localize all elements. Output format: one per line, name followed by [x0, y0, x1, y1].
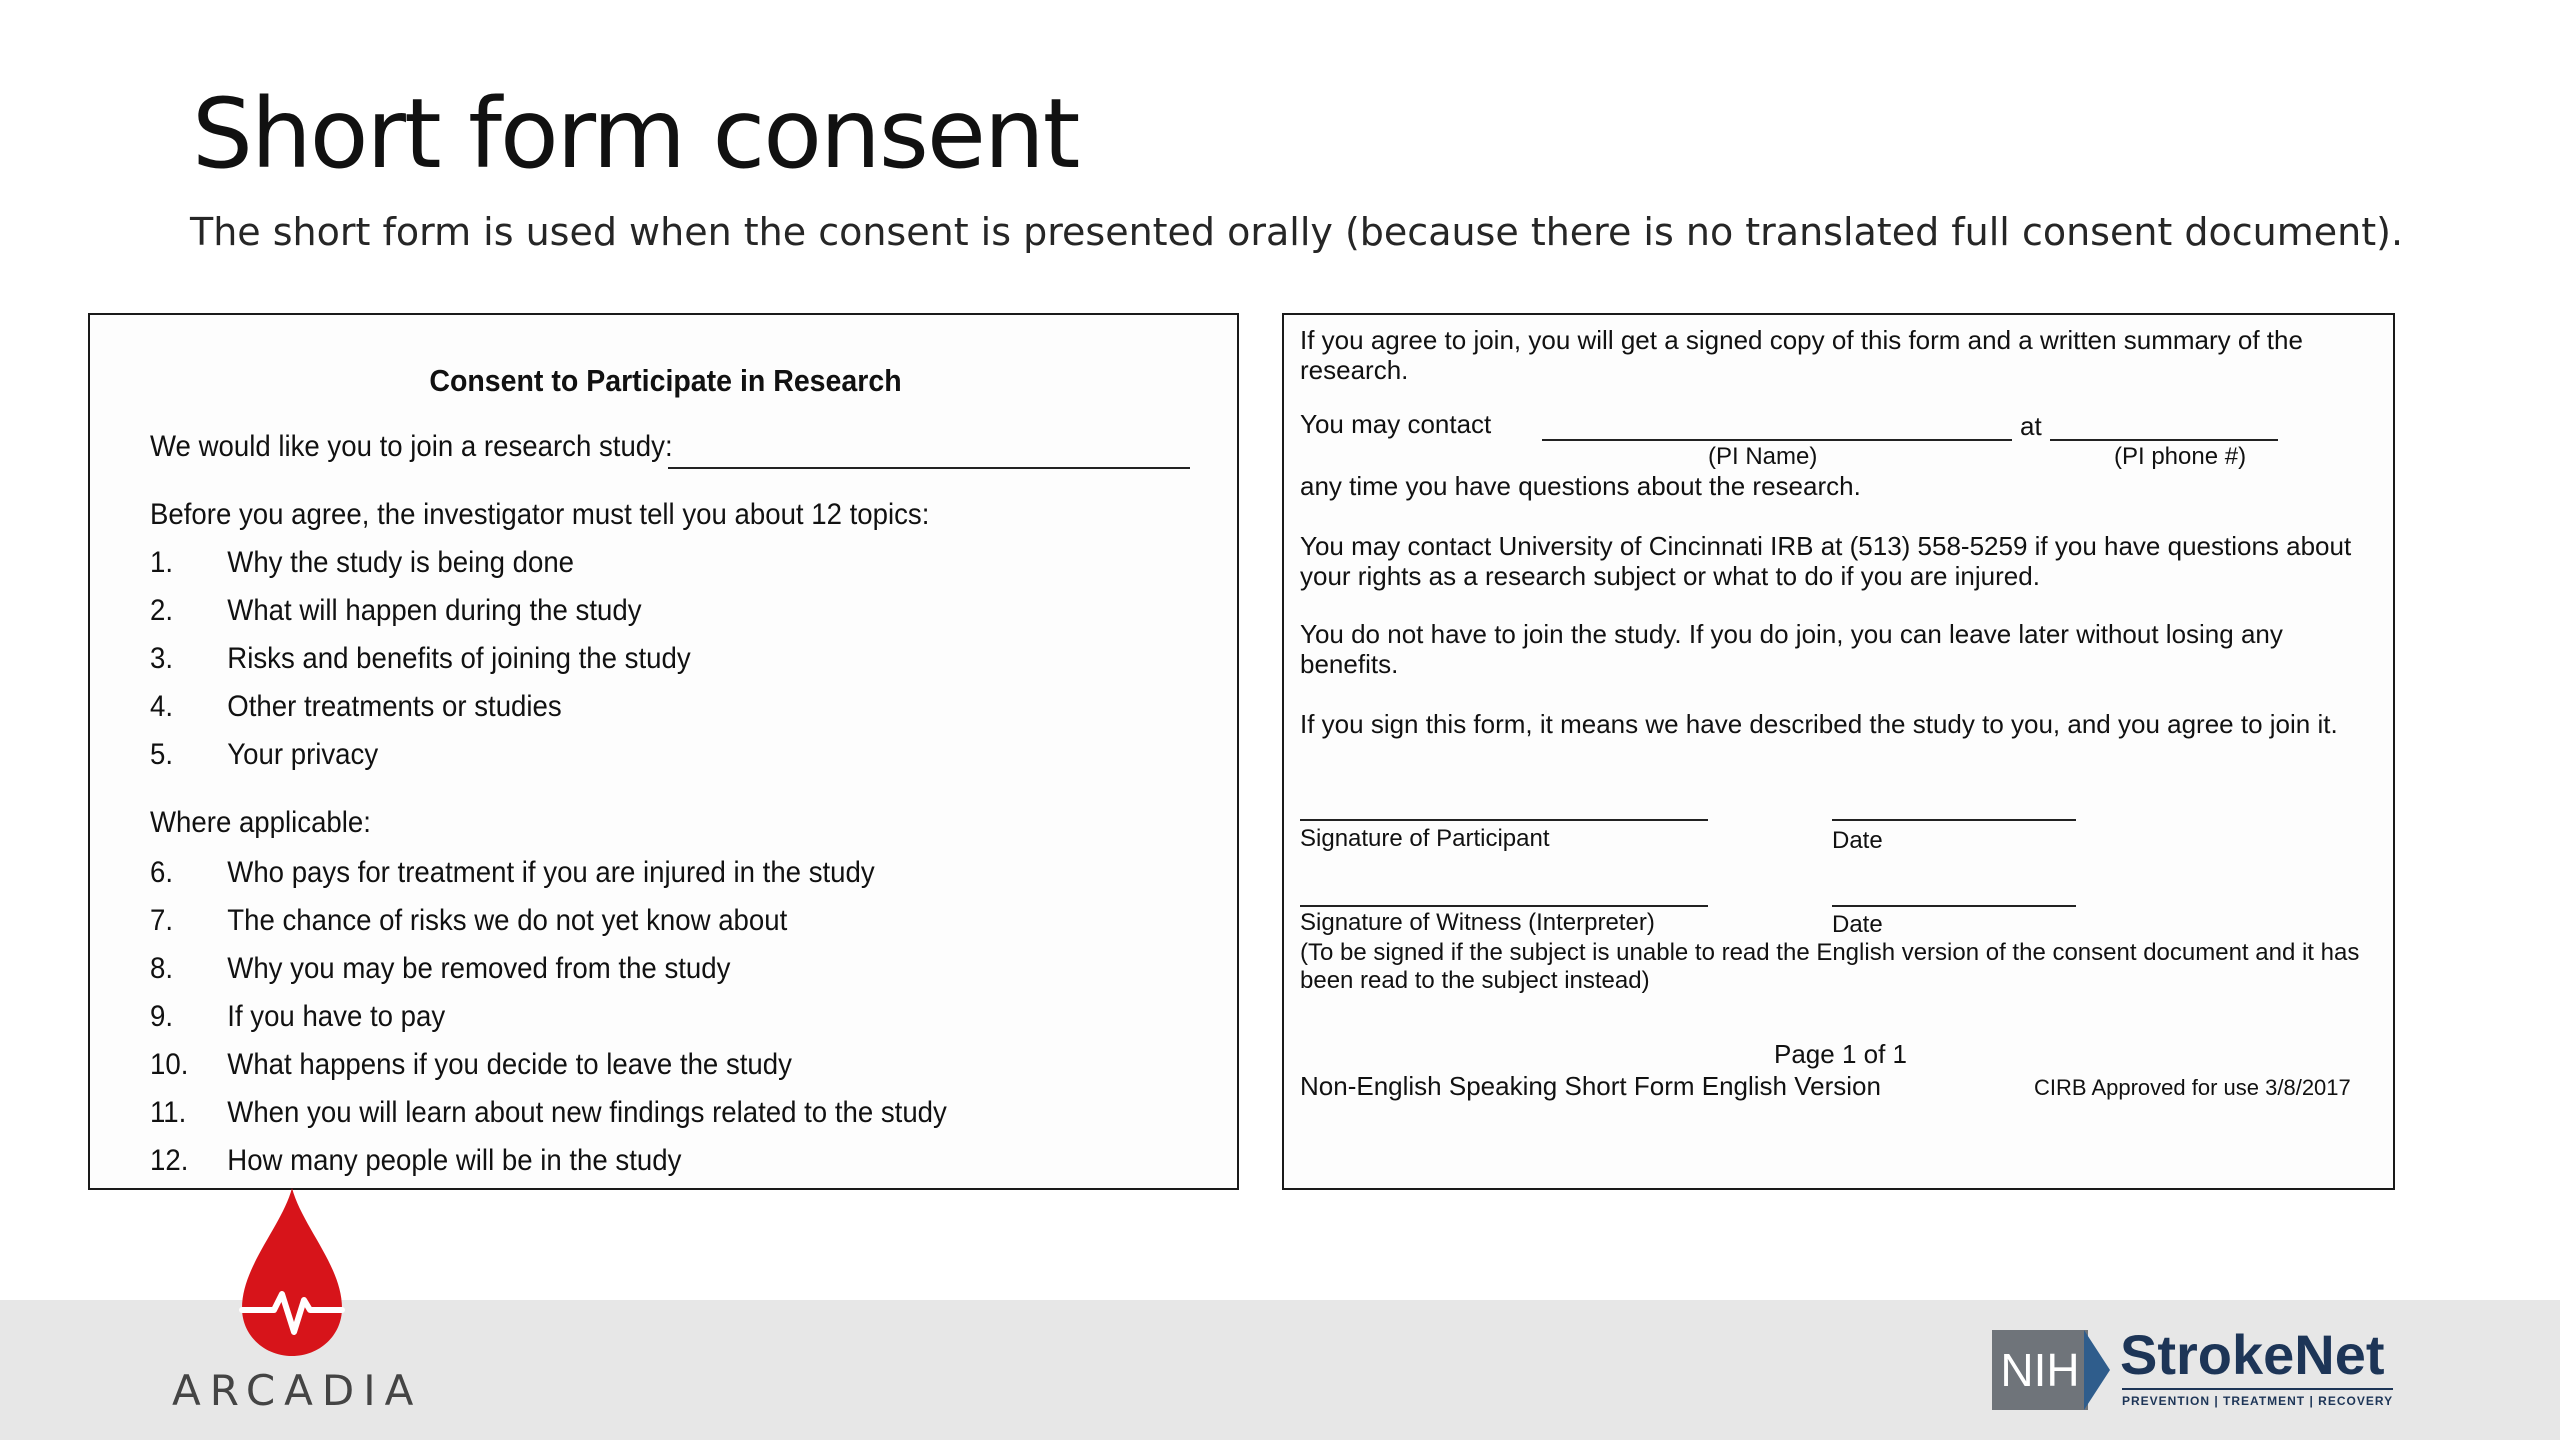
nih-logo-box: NIH [1992, 1330, 2088, 1410]
slide-title: Short form consent [192, 78, 1079, 190]
witness-signature-line [1300, 905, 1708, 907]
list-item-text: Who pays for treatment if you are injured in the study [227, 856, 875, 889]
arcadia-logo-text: ARCADIA [172, 1366, 423, 1415]
list-item [150, 642, 691, 676]
contact-at: at [2020, 411, 2042, 441]
list-item-number: 10. [150, 1048, 189, 1081]
list-item [150, 904, 787, 938]
study-invite-text: We would like you to join a research study: [150, 430, 673, 463]
pi-name-blank [1542, 439, 2012, 441]
topics-intro-text: Before you agree, the investigator must tell you about 12 topics: [150, 498, 930, 531]
witness-date-label: Date [1832, 911, 1883, 938]
list-item-number: 6. [150, 856, 174, 889]
list-item-number: 1. [150, 546, 174, 579]
list-item-text: Your privacy [227, 738, 379, 771]
strokenet-logo-text: StrokeNet [2120, 1323, 2385, 1386]
list-item [150, 1144, 681, 1178]
chevron-right-icon [2084, 1330, 2110, 1410]
list-item-text: How many people will be in the study [227, 1144, 682, 1177]
contact-prefix: You may contact [1300, 409, 1492, 439]
slide-subtitle: The short form is used when the consent is presented orally (because there is no translated full consent document). [190, 210, 2404, 254]
list-item-text: If you have to pay [227, 1000, 446, 1033]
list-item [150, 594, 642, 628]
list-item [150, 1000, 445, 1034]
list-item-number: 12. [150, 1144, 189, 1177]
nih-strokenet-logo [1992, 1318, 2442, 1418]
list-item-text: What will happen during the study [227, 594, 642, 627]
participant-signature-label: Signature of Participant [1300, 825, 1550, 852]
list-item-text: The chance of risks we do not yet know about [227, 904, 788, 937]
list-item-number: 8. [150, 952, 174, 985]
list-item [150, 1048, 792, 1082]
approval-note: CIRB Approved for use 3/8/2017 [2034, 1075, 2351, 1100]
pi-phone-label: (PI phone #) [2114, 443, 2247, 470]
form-version: Non-English Speaking Short Form English Version [1300, 1071, 1881, 1101]
form-heading: Consent to Participate in Research [429, 363, 902, 398]
voluntary-paragraph: You do not have to join the study. If you do join, you can leave later without losing any benefits. [1300, 619, 2283, 679]
list-item [150, 856, 875, 890]
list-item-text: When you will learn about new findings related to the study [227, 1096, 947, 1129]
copy-paragraph: If you agree to join, you will get a signed copy of this form and a written summary of the research. [1300, 325, 2303, 385]
list-item [150, 690, 562, 724]
list-item-text: Risks and benefits of joining the study [227, 642, 691, 675]
list-item-number: 5. [150, 738, 174, 771]
list-item-text: Why the study is being done [227, 546, 575, 579]
list-item-number: 3. [150, 642, 174, 675]
list-item-text: What happens if you decide to leave the study [227, 1048, 792, 1081]
pi-name-label: (PI Name) [1708, 443, 1818, 470]
participant-date-line [1832, 819, 2076, 821]
witness-date-line [1832, 905, 2076, 907]
consent-form-page-left [88, 313, 1239, 1190]
list-item-text: Why you may be removed from the study [227, 952, 731, 985]
participant-date-label: Date [1832, 827, 1883, 854]
page-number: Page 1 of 1 [1774, 1039, 1907, 1069]
where-applicable-label: Where applicable: [150, 806, 371, 839]
list-item [150, 738, 378, 772]
list-item [150, 1096, 947, 1130]
strokenet-tagline: PREVENTION | TREATMENT | RECOVERY [2122, 1388, 2393, 1408]
list-item [150, 546, 574, 580]
witness-note: (To be signed if the subject is unable to read the English version of the consent document and it has been read to the subject instead) [1300, 939, 2360, 994]
list-item-number: 9. [150, 1000, 174, 1033]
list-item-text: Other treatments or studies [227, 690, 562, 723]
list-item-number: 4. [150, 690, 174, 723]
list-item-number: 11. [150, 1096, 187, 1129]
pi-phone-blank [2050, 439, 2278, 441]
participant-signature-line [1300, 819, 1708, 821]
irb-paragraph: You may contact University of Cincinnati IRB at (513) 558-5259 if you have questions about your rights as a research subject or what to do if you are injured. [1300, 531, 2352, 591]
blood-drop-heartbeat-icon [170, 1186, 410, 1366]
study-name-blank [668, 467, 1190, 469]
list-item [150, 952, 730, 986]
list-item-number: 2. [150, 594, 174, 627]
consent-form-page-right [1282, 313, 2395, 1190]
list-item-number: 7. [150, 904, 174, 937]
contact-suffix: any time you have questions about the research. [1300, 471, 1861, 501]
witness-signature-label: Signature of Witness (Interpreter) [1300, 909, 1655, 936]
sign-meaning-paragraph: If you sign this form, it means we have described the study to you, and you agree to join it. [1300, 709, 2338, 739]
